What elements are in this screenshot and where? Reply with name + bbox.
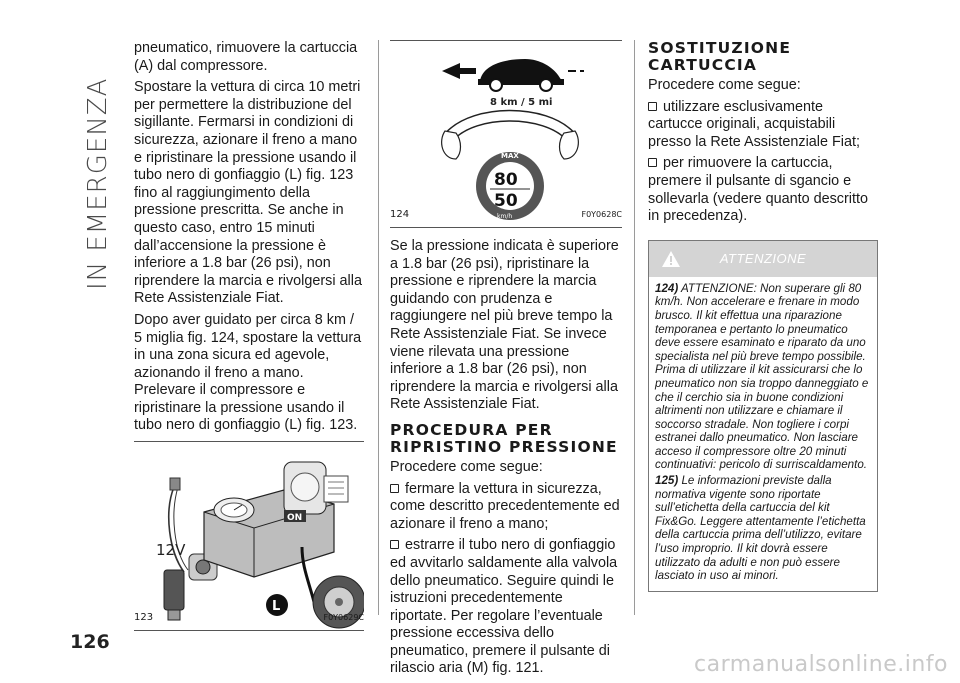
- paragraph: pneumatico, rimuovere la cartuccia (A) dal compressore.: [134, 40, 358, 74]
- figure-number: 123: [134, 612, 154, 624]
- column-divider: [378, 40, 379, 615]
- warning-item: 125) Le informazioni previste dalla normativa vigente sono riportate sull’etichetta della cartuccia del kit Fix&Go. Leggere attentamente l’etichetta della cartuccia prima dell’utilizzo, evitare l’uso improprio. Il kit dovrà essere utilizzato da adulti e non può essere lasciato in uso ai minori.: [655, 474, 866, 583]
- right-hand-icon: [560, 131, 579, 159]
- power-plug-icon: [164, 570, 184, 620]
- left-hand-icon: [442, 131, 461, 159]
- label-on: ON: [287, 513, 303, 524]
- warning-header: [649, 241, 877, 277]
- cartridge-icon: [284, 462, 348, 514]
- speed-limit-illustration: [390, 41, 622, 229]
- svg-text:km/h: km/h: [497, 213, 513, 220]
- figure-number: 124: [390, 209, 410, 221]
- speed-mph: 50: [494, 191, 518, 211]
- car-icon: [478, 59, 564, 91]
- label-l: L: [272, 599, 281, 615]
- arrow-left-icon: [442, 63, 476, 79]
- bullet-checkbox-icon: [648, 102, 657, 111]
- list-item: estrarre il tubo nero di gonfiaggio ed avvitarlo saldamente alla valvola dello pneumatico. Seguire quindi le istruzioni precedentemente riportate. Per regolare l’eventuale pressione eccessiva dello pneumatico, premere il pulsante di rilascio aria (M) fig. 121.: [390, 537, 618, 677]
- column-middle: [390, 40, 622, 682]
- warning-title: ATTENZIONE: [719, 250, 807, 266]
- list-item: fermare la vettura in sicurezza, come descritto precedentemente ed azionare il freno a mano;: [390, 480, 620, 532]
- figure-code: F0Y0628C: [581, 210, 622, 220]
- paragraph: Dopo aver guidato per circa 8 km / 5 miglia fig. 124, spostare la vettura in una zona sicura ed agevole, azionando il freno a mano. Prelevare il compressore e ripristinare la pressione usando il tubo nero di gonfiaggio (L) fig. 123.: [134, 311, 362, 434]
- section-title-vertical: IN EMERGENZA: [83, 77, 113, 290]
- speed-kmh: 80: [494, 170, 518, 190]
- warning-triangle-icon: [661, 250, 681, 268]
- paragraph: Se la pressione indicata è superiore a 1.8 bar (26 psi), ripristinare la pressione e riprendere la marcia guidando con prudenza e raggiungere nel più breve tempo la Rete Assistenziale Fiat. Se invece viene rilevata una pressione inferiore a 1.8 bar (26 psi), non riprendere la marcia e rivolgersi alla Rete Assistenziale Fiat.: [390, 238, 619, 413]
- watermark: carmanualsonline.info: [694, 652, 948, 677]
- column-left: [134, 40, 364, 631]
- warning-box: [648, 240, 878, 592]
- label-12v: 12V: [156, 541, 186, 560]
- warning-body: [649, 277, 877, 591]
- paragraph: Spostare la vettura di circa 10 metri per permettere la distribuzione del sigillante. Fermarsi in condizioni di sicurezza, azionare il freno a mano e ripristinare la pressione usando il tubo nero di gonfiaggio (L) fig. 123 fino al raggiungimento della pressione prescritta. Se anche in questo caso, entro 15 minuti dall’accensione la pressione è inferiore a 1.8 bar (26 psi), non riprendere la marcia e rivolgersi alla Rete Assistenziale Fiat.: [134, 79, 362, 307]
- compressor-illustration: [134, 442, 364, 632]
- section-heading: PROCEDURA PER RIPRISTINO PRESSIONE: [390, 420, 618, 456]
- speed-limit-sign-icon: [476, 152, 544, 220]
- bullet-checkbox-icon: [648, 158, 657, 167]
- intro-text: Procedere come segue:: [390, 458, 543, 475]
- warning-item: 124) ATTENZIONE: Non superare gli 80 km/h. Non accelerare e frenare in modo brusco. Il kit effettua una riparazione temporanea e pertanto lo pneumatico deve essere esaminato e riparato da uno specialista nel più breve tempo possibile. Prima di utilizzare il kit assicurarsi che lo pneumatico non sia troppo danneggiato e che il cerchio sia in buone condizioni altrimenti non utilizzare e chiamare il soccorso stradale. Non togliere i corpi estranei dallo pneumatico. Non lasciare acceso il compressore oltre 20 minuti continuativi: pericolo di surriscaldamento.: [655, 281, 869, 472]
- page-number: 126: [70, 631, 110, 653]
- bullet-checkbox-icon: [390, 484, 399, 493]
- intro-text: Procedere come segue:: [648, 77, 801, 93]
- figure-123-compressor: [134, 441, 364, 631]
- column-right: [648, 40, 878, 592]
- bullet-checkbox-icon: [390, 540, 399, 549]
- figure-code: F0Y0629C: [323, 613, 364, 623]
- list-item: per rimuovere la cartuccia, premere il pulsante di sgancio e sollevarla (vedere quanto descritto in precedenza).: [648, 155, 868, 225]
- list-item: utilizzare esclusivamente cartucce originali, acquistabili presso la Rete Assistenziale Fiat;: [648, 98, 860, 150]
- distance-label: 8 km / 5 mi: [490, 97, 553, 108]
- svg-text:MAX: MAX: [501, 152, 519, 160]
- figure-124-speed-limit: [390, 40, 622, 228]
- section-heading: SOSTITUZIONE CARTUCCIA: [648, 39, 792, 74]
- column-divider: [634, 40, 635, 615]
